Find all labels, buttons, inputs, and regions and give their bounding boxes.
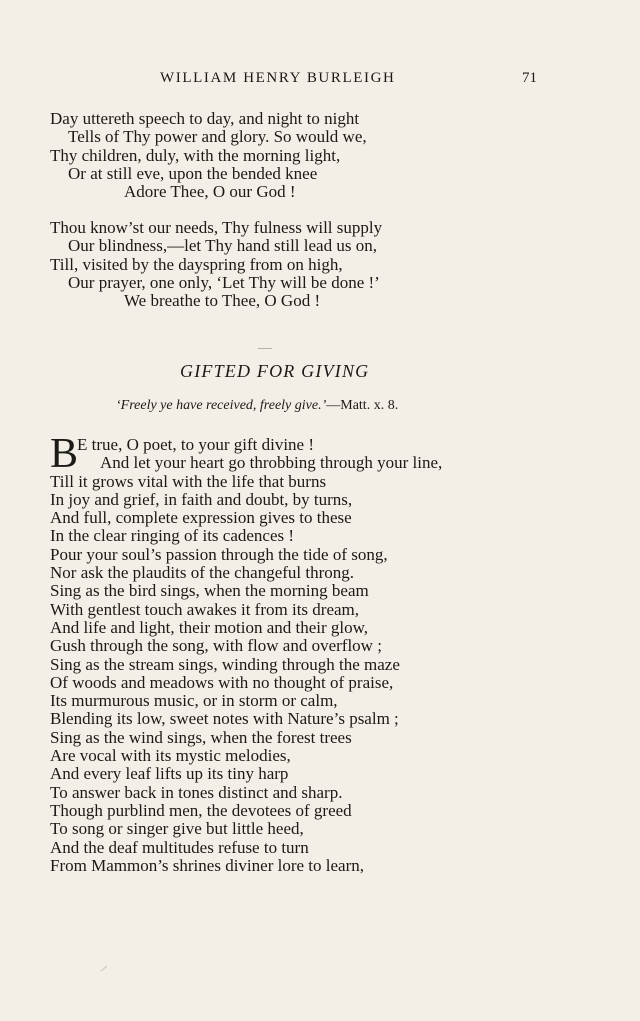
poem-line: Sing as the wind sings, when the forest trees <box>50 727 352 747</box>
poem-line: Gush through the song, with flow and overflow ; <box>50 636 382 656</box>
poem-line: In joy and grief, in faith and doubt, by turns, <box>50 489 353 509</box>
stanza-line: Adore Thee, O our God ! <box>124 182 296 202</box>
poem-line: Sing as the stream sings, winding through the maze <box>50 654 400 674</box>
poem-line: And every leaf lifts up its tiny harp <box>50 764 289 784</box>
poem-line: And let your heart go throbbing through your line, <box>100 453 443 473</box>
running-title: WILLIAM HENRY BURLEIGH <box>160 70 396 86</box>
running-head <box>0 70 640 92</box>
paper-blemish <box>101 966 108 972</box>
stanza-2 <box>50 219 382 310</box>
poem-line: Pour your soul’s passion through the tide of song, <box>50 544 388 564</box>
poem-line: Of woods and meadows with no thought of praise, <box>50 672 394 692</box>
poem-title: GIFTED FOR GIVING <box>180 361 370 381</box>
poem-line: From Mammon’s shrines diviner lore to learn, <box>50 855 364 875</box>
poem-line: With gentlest touch awakes it from its dream, <box>50 599 360 619</box>
page-number: 71 <box>522 70 537 86</box>
section-divider <box>258 348 272 349</box>
poem-line: Sing as the bird sings, when the morning beam <box>50 581 369 601</box>
poem-line: Though purblind men, the devotees of greed <box>50 800 352 820</box>
stanza-line: Thou know’st our needs, Thy fulness will supply <box>50 218 383 237</box>
poem-line: To answer back in tones distinct and sharp. <box>50 782 343 802</box>
stanza-line: Our prayer, one only, ‘Let Thy will be done !’ <box>68 272 380 292</box>
poem-line: E true, O poet, to your gift divine ! <box>77 435 315 454</box>
epigraph-quote: ‘Freely ye have received, freely give.’ <box>116 398 327 413</box>
poem-line: Its murmurous music, or in storm or calm, <box>50 691 338 711</box>
poem-line: And full, complete expression gives to these <box>50 508 352 528</box>
drop-cap: B <box>50 431 79 477</box>
poem-line: Blending its low, sweet notes with Nature’s psalm ; <box>50 709 399 729</box>
poem-line: To song or singer give but little heed, <box>50 819 304 839</box>
poem-line: Till it grows vital with the life that burns <box>50 471 327 491</box>
poem-body <box>50 431 443 875</box>
poem-line: Nor ask the plaudits of the changeful throng. <box>50 563 355 583</box>
stanza-line: Our blindness,—let Thy hand still lead us on, <box>68 236 377 256</box>
stanza-line: Or at still eve, upon the bended knee <box>68 163 318 183</box>
epigraph <box>116 398 398 414</box>
poem-line: And life and light, their motion and their glow, <box>50 617 369 637</box>
epigraph-source: —Matt. x. 8. <box>326 398 399 413</box>
stanza-line: Day uttereth speech to day, and night to night <box>50 109 360 128</box>
stanza-line: We breathe to Thee, O God ! <box>124 291 321 311</box>
poem-line: In the clear ringing of its cadences ! <box>50 526 295 546</box>
stanza-1 <box>50 110 367 201</box>
stanza-line: Thy children, duly, with the morning light, <box>50 145 341 165</box>
stanza-line: Till, visited by the dayspring from on high, <box>50 254 343 274</box>
poem-line: Are vocal with its mystic melodies, <box>50 746 291 766</box>
stanza-line: Tells of Thy power and glory. So would we, <box>68 127 367 147</box>
poem-line: And the deaf multitudes refuse to turn <box>50 837 309 857</box>
